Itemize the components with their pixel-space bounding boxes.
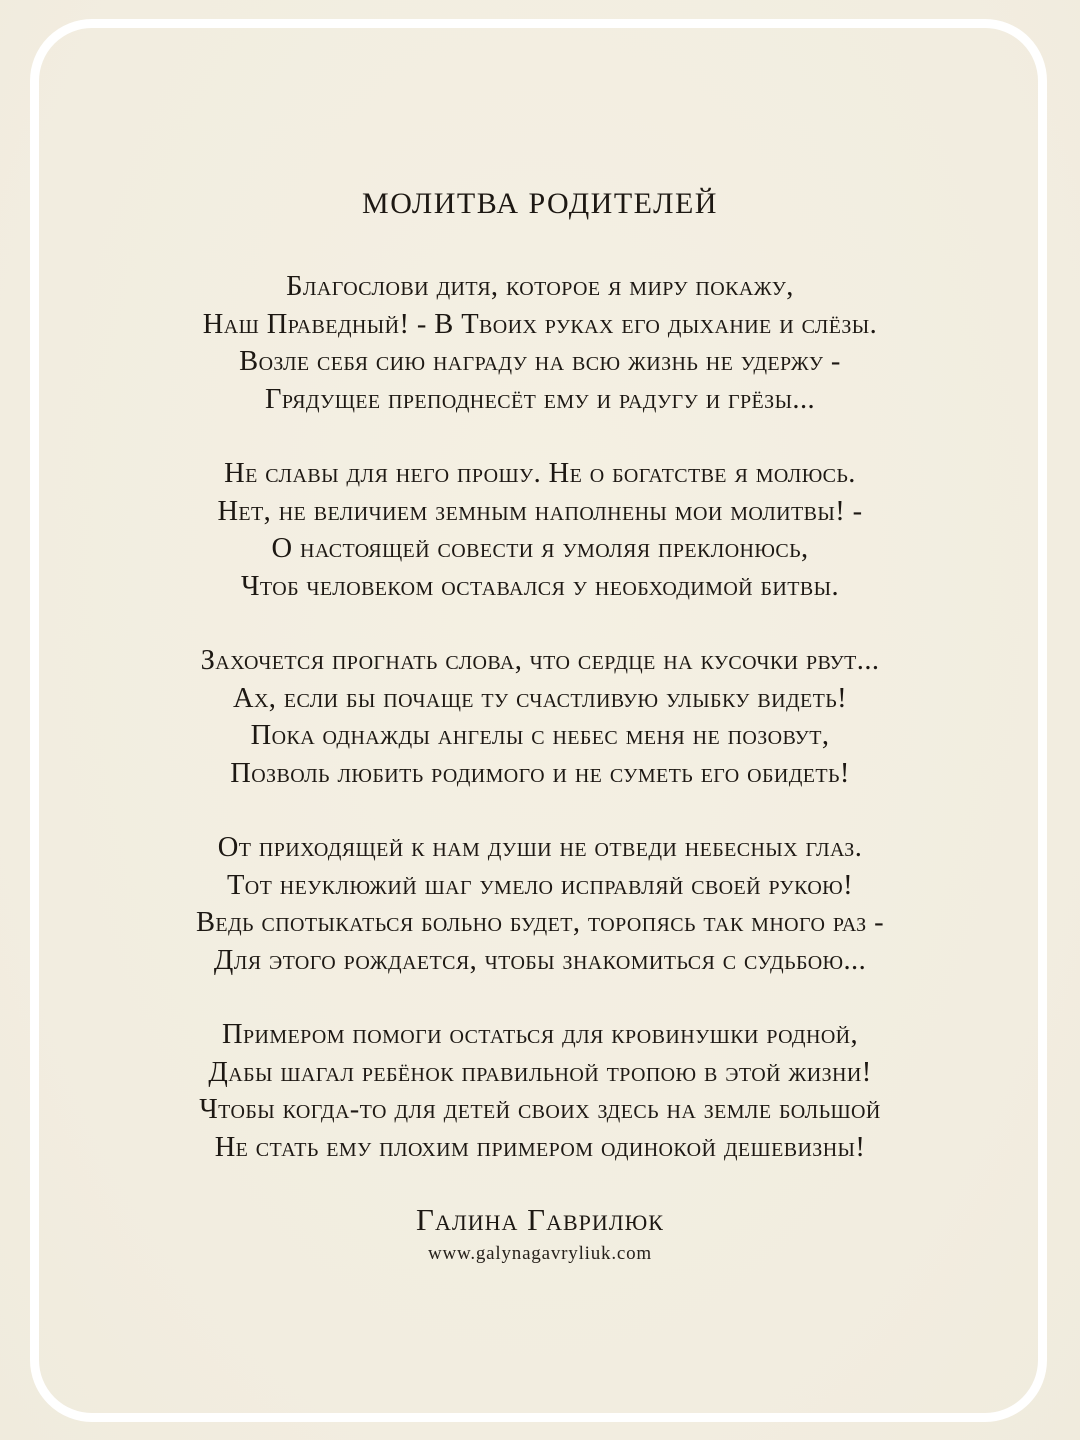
stanza-3 [0,642,1080,792]
poem-line: Наш Праведный! - В Твоих руках его дыхание и слёзы. [202,308,878,340]
poem-line: О настоящей совести я умоляя преклонюсь, [271,533,809,564]
poem-title: МОЛИТВА РОДИТЕЛЕЙ [362,187,718,220]
poem-body [0,268,1080,1166]
stanza-2 [0,455,1080,605]
poem-line: Не славы для него прошу. Не о богатстве я молюсь. [224,458,856,489]
poem-line: Тот неуклюжий шаг умело исправляй своей рукою! [226,869,854,901]
poem-line: Ах, если бы почаще ту счастливую улыбку видеть! [232,682,848,714]
poem-line: Захочется прогнать слова, что сердце на кусочки рвут... [200,645,880,676]
stanza-1 [0,268,1080,418]
poem-line: Возле себя сию награду на всю жизнь не удержу - [239,346,841,377]
poem-line: Позволь любить родимого и не суметь его обидеть! [230,757,850,789]
stanza-5 [0,1016,1080,1166]
poem-line: Пока однажды ангелы с небес меня не позовут, [250,720,830,751]
poem-line: Примером помоги остаться для кровинушки родной, [221,1019,859,1050]
poem-line: Благослови дитя, которое я миру покажу, [286,271,794,302]
poem-line: Грядущее преподнесёт ему и радугу и грёзы... [265,383,815,415]
poem-line: Для этого рождается, чтобы знакомиться с судьбою... [213,944,867,976]
poem-line: Дабы шагал ребёнок правильной тропою в этой жизни! [208,1056,872,1088]
poem-line: Чтоб человеком оставался у необходимой битвы. [240,570,839,602]
author-name: Галина Гаврилюк [416,1202,664,1237]
poem-line: Ведь спотыкаться больно будет, торопясь так много раз - [195,907,884,938]
website-url: www.galynagavryliuk.com [427,1243,652,1264]
poem-line: От приходящей к нам души не отведи небесных глаз. [217,832,863,863]
stanza-4 [0,829,1080,979]
poem-line: Нет, не величием земным наполнены мои молитвы! - [217,495,863,527]
poem-line: Чтобы когда-то для детей своих здесь на земле большой [199,1094,881,1125]
poem-line: Не стать ему плохим примером одинокой дешевизны! [214,1131,866,1163]
